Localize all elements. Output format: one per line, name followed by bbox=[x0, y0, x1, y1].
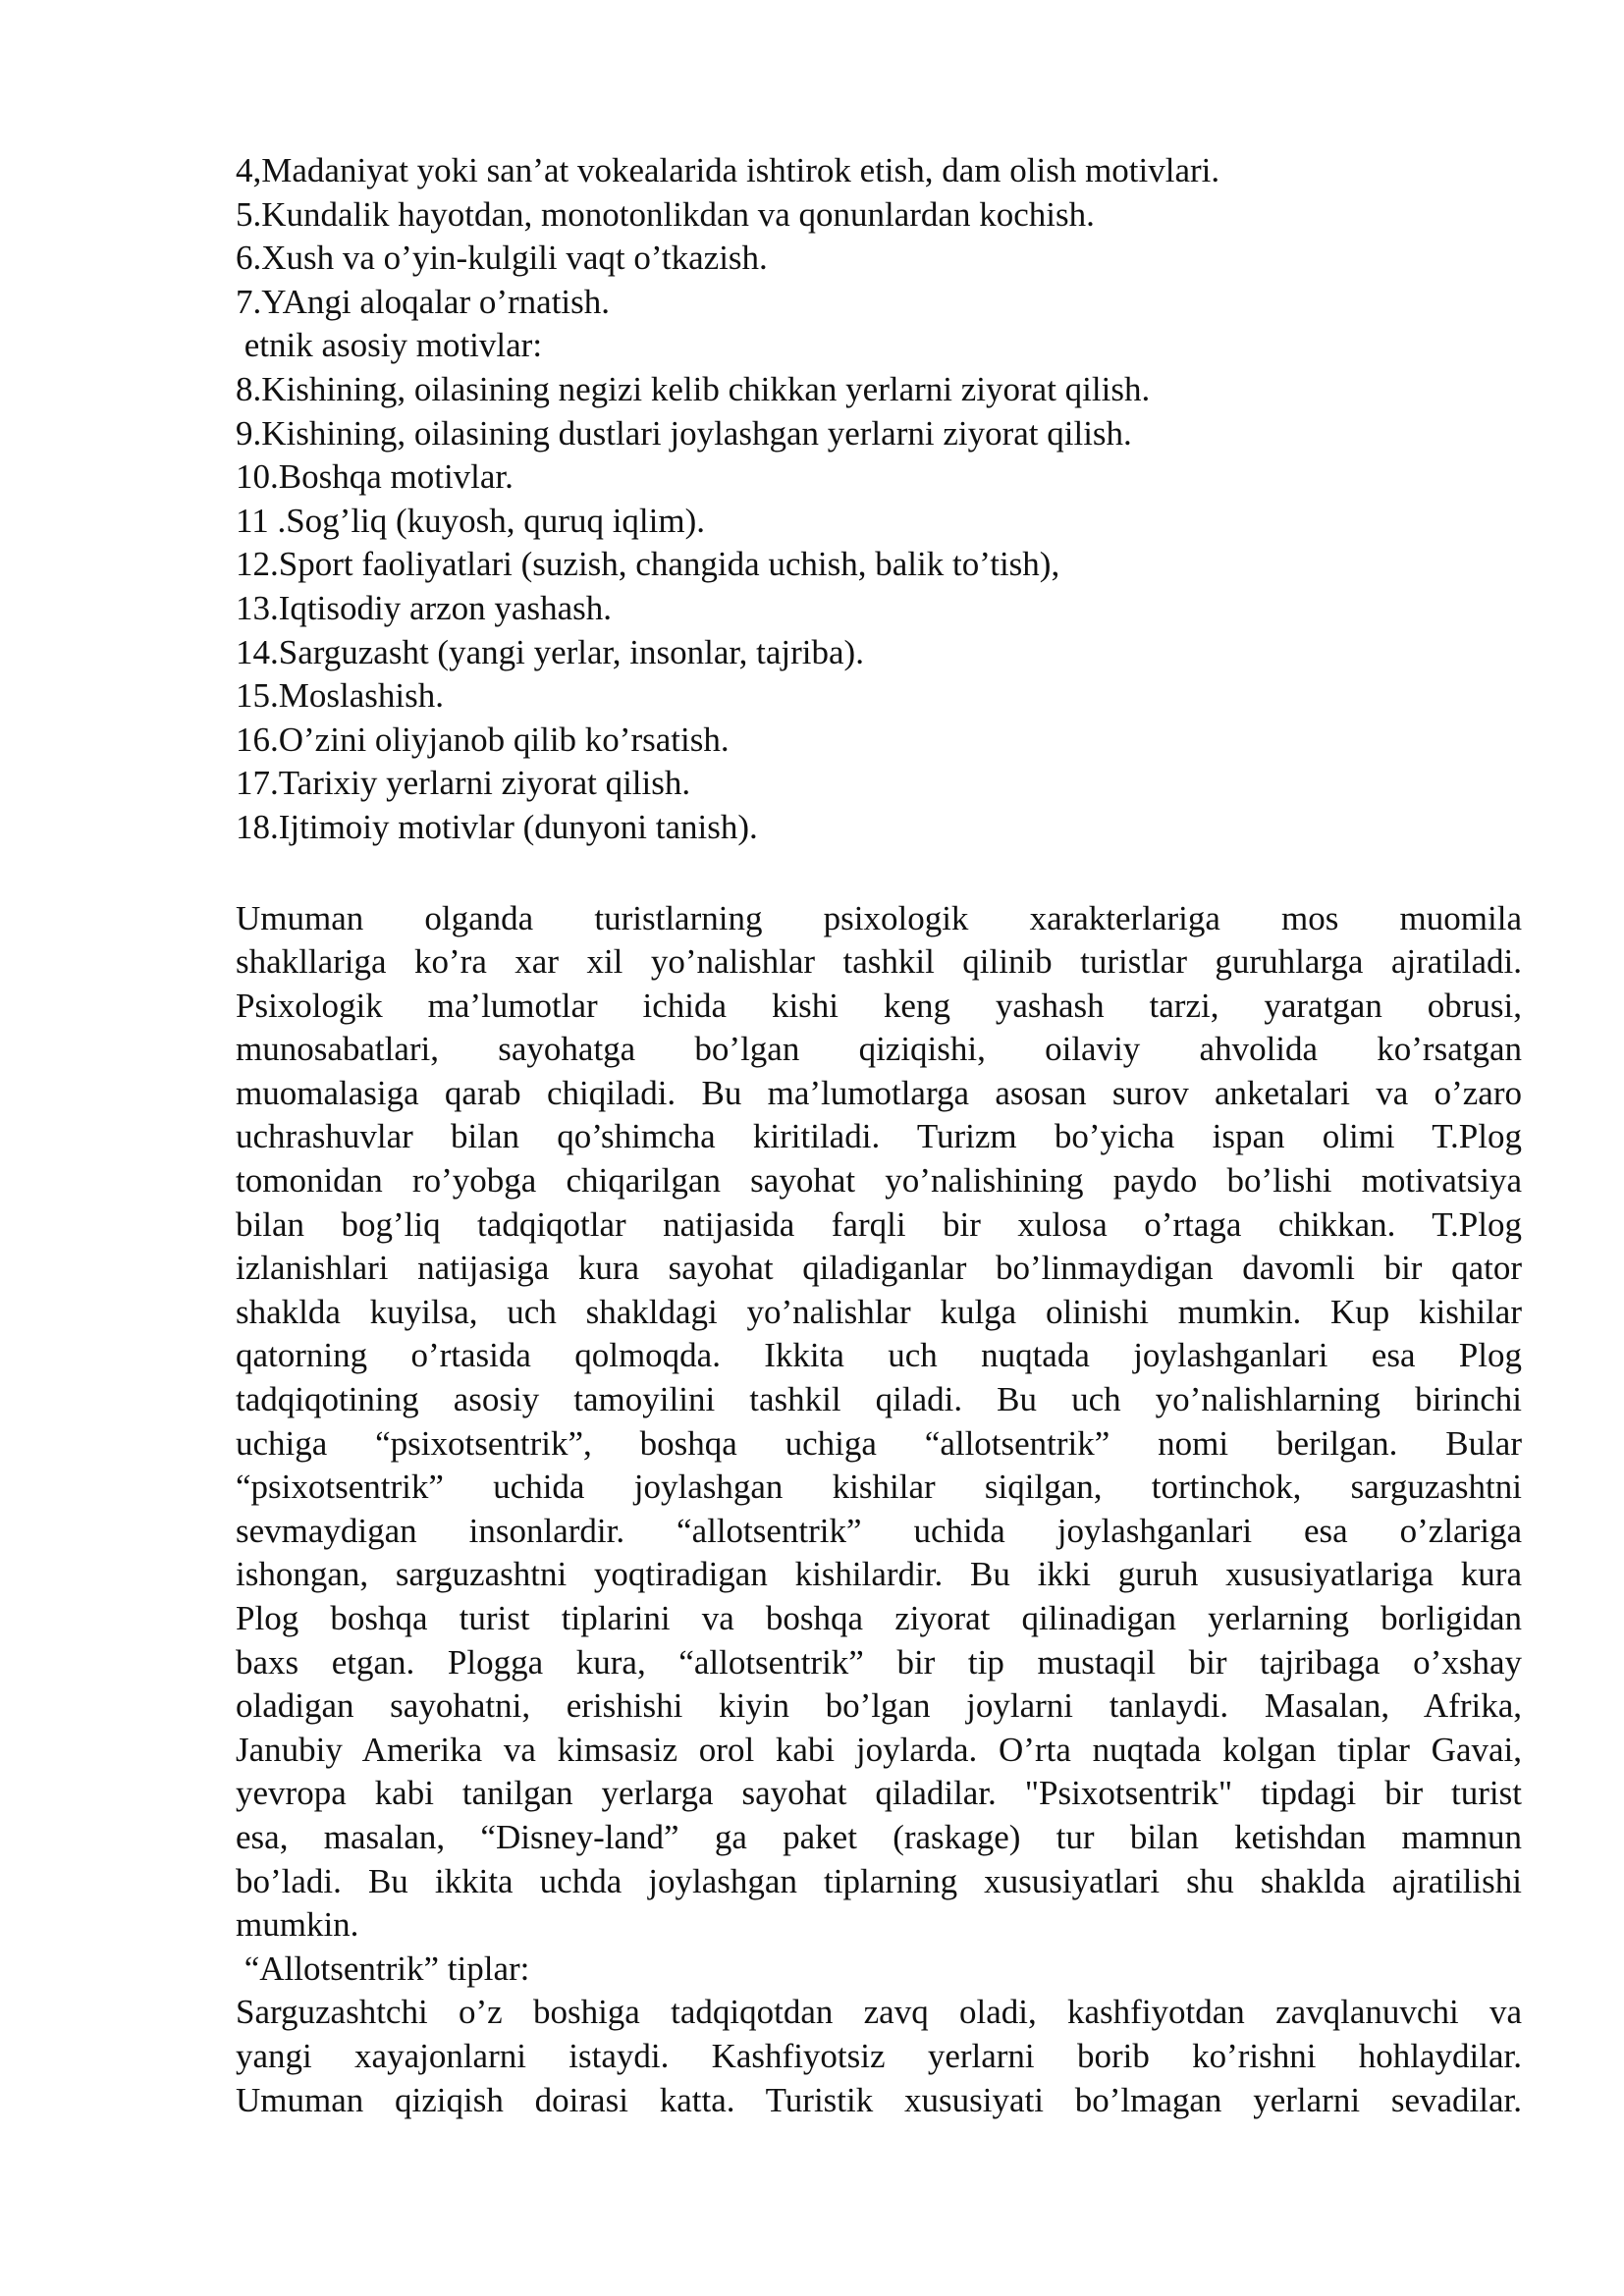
paragraph-line: yangi xayajonlarni istaydi. Kashfiyotsiz yerlarni borib ko’rishni hohlaydilar. bbox=[236, 2036, 1522, 2075]
list-item: 17.Tarixiy yerlarni ziyorat qilish. bbox=[236, 764, 691, 803]
paragraph-line: Plog boshqa turist tiplarini va boshqa ziyorat qilinadigan yerlarning borligidan bbox=[236, 1599, 1522, 1637]
paragraph-line: yevropa kabi tanilgan yerlarga sayohat qiladilar. "Psixotsentrik" tipdagi bir turist bbox=[236, 1774, 1522, 1813]
paragraph-line: “psixotsentrik” uchida joylashgan kishilar siqilgan, tortinchok, sarguzashtni bbox=[236, 1468, 1522, 1507]
list-item: 6.Xush va o’yin-kulgili vaqt o’tkazish. bbox=[236, 239, 768, 278]
paragraph-line: tomonidan ro’yobga chiqarilgan sayohat yo’nalishining paydo bo’lishi motivatsiya bbox=[236, 1161, 1522, 1201]
paragraph-line: shaklda kuyilsa, uch shakldagi yo’nalishlar kulga olinishi mumkin. Kup kishilar bbox=[236, 1292, 1522, 1331]
list-item: 7.YAngi aloqalar o’rnatish. bbox=[236, 282, 611, 321]
list-item: 11 .Sog’liq (kuyosh, quruq iqlim). bbox=[236, 501, 706, 540]
paragraph-line: ishongan, sarguzashtni yoqtiradigan kishilardir. Bu ikki guruh xususiyatlariga kura bbox=[236, 1555, 1522, 1594]
paragraph-line: Psixologik ma’lumotlar ichida kishi keng yashash tarzi, yaratgan obrusi, bbox=[236, 986, 1522, 1025]
paragraph-line: bo’ladi. Bu ikkita uchda joylashgan tiplarning xususiyatlari shu shaklda ajratilishi bbox=[236, 1861, 1522, 1900]
list-item: 13.Iqtisodiy arzon yashash. bbox=[236, 588, 612, 627]
paragraph-line: muomalasiga qarab chiqiladi. Bu ma’lumotlarga asosan surov anketalari va o’zaro bbox=[236, 1073, 1522, 1112]
closing-paragraph bbox=[236, 1991, 1522, 2122]
paragraph-line: Sarguzashtchi o’z boshiga tadqiqotdan zavq oladi, kashfiyotdan zavqlanuvchi va bbox=[236, 1993, 1522, 2032]
paragraph-line: Janubiy Amerika va kimsasiz orol kabi joylarda. O’rta nuqtada kolgan tiplar Gavai, bbox=[236, 1730, 1522, 1769]
list-item: 12.Sport faoliyatlari (suzish, changida uchish, balik to’tish), bbox=[236, 545, 1060, 584]
list-item: 18.Ijtimoiy motivlar (dunyoni tanish). bbox=[236, 807, 758, 846]
paragraph-line: baxs etgan. Plogga kura, “allotsentrik” bir tip mustaqil bir tajribaga o’xshay bbox=[236, 1642, 1522, 1682]
paragraph-line: mumkin. bbox=[236, 1905, 359, 1945]
list-item: 10.Boshqa motivlar. bbox=[236, 457, 514, 497]
section-subheading: “Allotsentrik” tiplar: bbox=[236, 1949, 530, 1988]
paragraph-line: Umuman olganda turistlarning psixologik xarakterlariga mos muomila bbox=[236, 898, 1522, 937]
body-paragraph bbox=[236, 897, 1522, 1948]
paragraph-line: bilan bog’liq tadqiqotlar natijasida farqli bir xulosa o’rtaga chikkan. T.Plog bbox=[236, 1204, 1522, 1244]
motives-list bbox=[236, 149, 1522, 850]
paragraph-line: shakllariga ko’ra xar xil yo’nalishlar tashkil qilinib turistlar guruhlarga ajratiladi. bbox=[236, 942, 1522, 982]
paragraph-line: oladigan sayohatni, erishishi kiyin bo’lgan joylarni tanlaydi. Masalan, Afrika, bbox=[236, 1686, 1522, 1726]
list-item: 15.Moslashish. bbox=[236, 676, 444, 716]
document-page bbox=[236, 149, 1522, 2122]
list-item: 8.Kishining, oilasining negizi kelib chikkan yerlarni ziyorat qilish. bbox=[236, 369, 1151, 408]
paragraph-line: qatorning o’rtasida qolmoqda. Ikkita uch nuqtada joylashganlari esa Plog bbox=[236, 1336, 1522, 1375]
list-item: 16.O’zini oliyjanob qilib ko’rsatish. bbox=[236, 720, 730, 759]
list-item: 14.Sarguzasht (yangi yerlar, insonlar, tajriba). bbox=[236, 632, 864, 671]
paragraph-line: uchrashuvlar bilan qo’shimcha kiritiladi. Turizm bo’yicha ispan olimi T.Plog bbox=[236, 1117, 1522, 1156]
paragraph-gap bbox=[236, 850, 1522, 897]
list-item: 9.Kishining, oilasining dustlari joylashgan yerlarni ziyorat qilish. bbox=[236, 413, 1132, 453]
paragraph-line: tadqiqotining asosiy tamoyilini tashkil qiladi. Bu uch yo’nalishlarning birinchi bbox=[236, 1380, 1522, 1419]
paragraph-line: munosabatlari, sayohatga bo’lgan qiziqishi, oilaviy ahvolida ko’rsatgan bbox=[236, 1030, 1522, 1069]
paragraph-line: sevmaydigan insonlardir. “allotsentrik” uchida joylashganlari esa o’zlariga bbox=[236, 1511, 1522, 1550]
list-subheading: etnik asosiy motivlar: bbox=[236, 326, 543, 365]
paragraph-line: esa, masalan, “Disney-land” ga paket (raskage) tur bilan ketishdan mamnun bbox=[236, 1817, 1522, 1856]
paragraph-line: Umuman qiziqish doirasi katta. Turistik xususiyati bo’lmagan yerlarni sevadilar. bbox=[236, 2080, 1522, 2119]
paragraph-line: izlanishlari natijasiga kura sayohat qiladiganlar bo’linmaydigan davomli bir qator bbox=[236, 1249, 1522, 1288]
paragraph-line: uchiga “psixotsentrik”, boshqa uchiga “allotsentrik” nomi berilgan. Bular bbox=[236, 1423, 1522, 1463]
list-item: 5.Kundalik hayotdan, monotonlikdan va qonunlardan kochish. bbox=[236, 194, 1095, 234]
list-item: 4,Madaniyat yoki san’at vokealarida ishtirok etish, dam olish motivlari. bbox=[236, 151, 1220, 189]
